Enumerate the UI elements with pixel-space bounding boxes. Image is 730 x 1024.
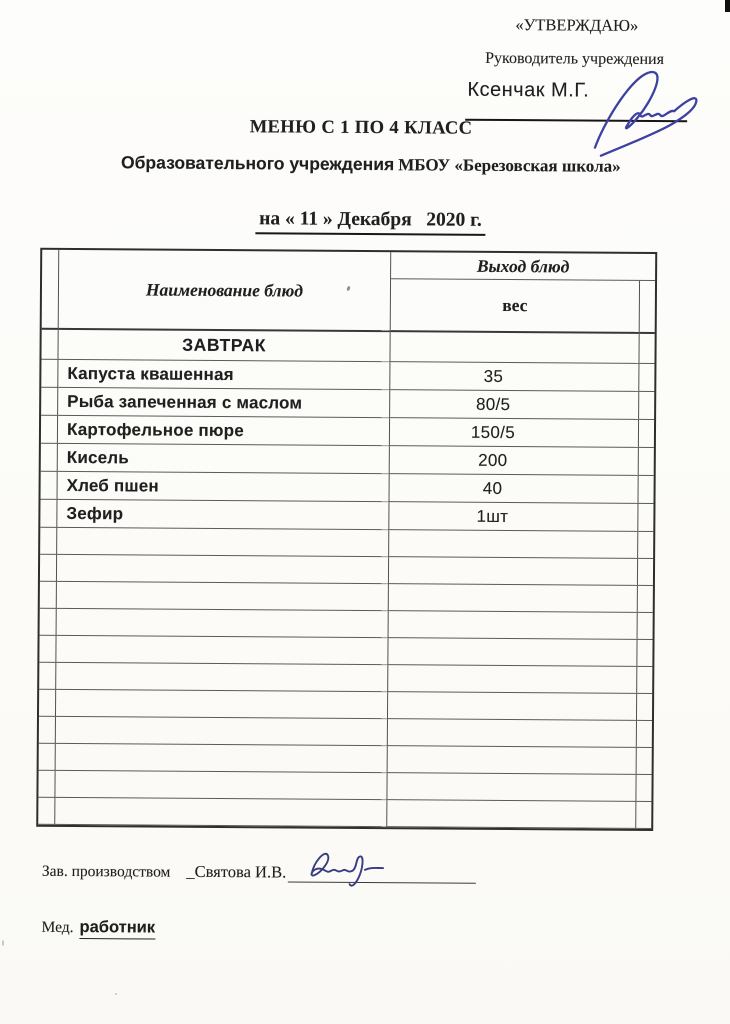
approval-signature: [575, 63, 706, 162]
empty-cell: [389, 611, 638, 640]
section-label-cell: ЗАВТРАК: [58, 330, 390, 362]
scan-speck: [2, 940, 4, 946]
medical-worker-role: работник: [79, 918, 155, 940]
empty-cell: [388, 719, 637, 748]
dish-name-cell: Хлеб пшен: [58, 472, 390, 502]
approval-role: Руководитель учреждения: [485, 49, 665, 69]
empty-cell: [638, 613, 653, 640]
menu-table: [36, 248, 657, 831]
dish-name-cell: Кисель: [58, 444, 390, 474]
empty-cell: [389, 557, 638, 586]
row-side-cell: [41, 360, 58, 388]
empty-cell: [38, 771, 55, 798]
empty-cell: [638, 559, 653, 586]
row-side-cell: [639, 334, 654, 364]
empty-cell: [388, 638, 637, 667]
row-side-cell: [41, 416, 58, 444]
dish-weight-cell: 200: [390, 446, 639, 476]
approval-stamp: «УТВЕРЖДАЮ»: [515, 15, 639, 35]
dish-name-cell: Капуста квашенная: [58, 360, 390, 390]
row-side-cell: [41, 388, 58, 416]
empty-cell: [388, 746, 637, 775]
medical-worker-line: [41, 918, 155, 940]
row-side-cell: [639, 364, 654, 392]
production-signature: [302, 846, 407, 889]
empty-cell: [40, 609, 57, 636]
dish-weight-cell: 35: [390, 362, 639, 392]
empty-cell: [56, 744, 388, 773]
dish-weight-cell: 150/5: [390, 418, 639, 448]
empty-cell: [39, 663, 56, 690]
empty-cell: [39, 636, 56, 663]
empty-cell: [637, 667, 652, 694]
empty-cell: [40, 528, 57, 555]
organization-line: [0, 151, 730, 177]
dish-weight-cell: 1шт: [389, 502, 638, 532]
page-title: МЕНЮ С 1 ПО 4 КЛАСС: [249, 117, 473, 139]
scan-speck: [115, 993, 117, 995]
production-signature-line: [288, 859, 476, 883]
date-line-wrap: [0, 206, 730, 237]
empty-cell: [636, 802, 651, 829]
empty-cell: [55, 771, 387, 800]
medical-worker-label: Мед.: [41, 918, 74, 936]
empty-cell: [638, 532, 653, 559]
empty-cell: [388, 692, 637, 721]
empty-cell: [56, 636, 388, 665]
production-manager-line: [42, 858, 476, 884]
empty-cell: [56, 690, 388, 719]
production-manager-name: _Святова И.В.: [186, 861, 287, 882]
dish-name-cell: Рыба запеченная с маслом: [58, 388, 390, 418]
empty-cell: [56, 663, 388, 692]
empty-cell: [39, 717, 56, 744]
menu-date: на « 11 » Декабря 2020 г.: [255, 208, 486, 236]
empty-cell: [387, 800, 636, 829]
dish-name-header-cell: Наименование блюд: [59, 250, 392, 332]
empty-cell: [40, 555, 57, 582]
output-header-cell: Выход блюд: [391, 252, 655, 281]
empty-cell: [55, 798, 387, 827]
organization-name: МБОУ «Березовская школа»: [398, 155, 621, 176]
empty-cell: [57, 555, 389, 584]
empty-cell: [57, 582, 389, 611]
empty-cell: [57, 609, 389, 638]
row-side-cell: [638, 504, 653, 532]
row-side-cell: [639, 448, 654, 476]
empty-cell: [389, 584, 638, 613]
empty-cell: [39, 690, 56, 717]
weight-header-cell: вес: [391, 279, 640, 334]
empty-cell: [637, 721, 652, 748]
empty-cell: [39, 744, 56, 771]
row-side-cell: [639, 392, 654, 420]
weight-header-side-cell: [640, 281, 655, 334]
empty-cell: [637, 694, 652, 721]
empty-cell: [637, 748, 652, 775]
dish-name-cell: Картофельное пюре: [58, 416, 390, 446]
empty-cell: [638, 586, 653, 613]
production-manager-label: Зав. производством: [41, 862, 171, 881]
scan-corner-mark: [725, 0, 730, 12]
empty-cell: [387, 773, 636, 802]
row-side-cell: [40, 500, 57, 528]
row-side-cell: [41, 330, 58, 360]
dish-weight-cell: 80/5: [390, 390, 639, 420]
empty-cell: [389, 530, 638, 559]
corner-blank-cell: [42, 250, 60, 330]
row-side-cell: [41, 472, 58, 500]
empty-cell: [40, 582, 57, 609]
organization-prefix: Образовательного учреждения: [120, 152, 395, 175]
row-side-cell: [41, 444, 58, 472]
empty-cell: [38, 798, 55, 825]
empty-cell: [636, 775, 651, 802]
row-side-cell: [638, 476, 653, 504]
empty-cell: [388, 665, 637, 694]
approver-name: Ксенчак М.Г.: [467, 78, 590, 102]
dish-weight-cell: 40: [389, 474, 638, 504]
empty-cell: [637, 640, 652, 667]
dish-name-cell: Зефир: [57, 500, 389, 530]
row-side-cell: [639, 420, 654, 448]
section-weight-cell: [390, 332, 639, 364]
empty-cell: [57, 528, 389, 557]
empty-cell: [56, 717, 388, 746]
